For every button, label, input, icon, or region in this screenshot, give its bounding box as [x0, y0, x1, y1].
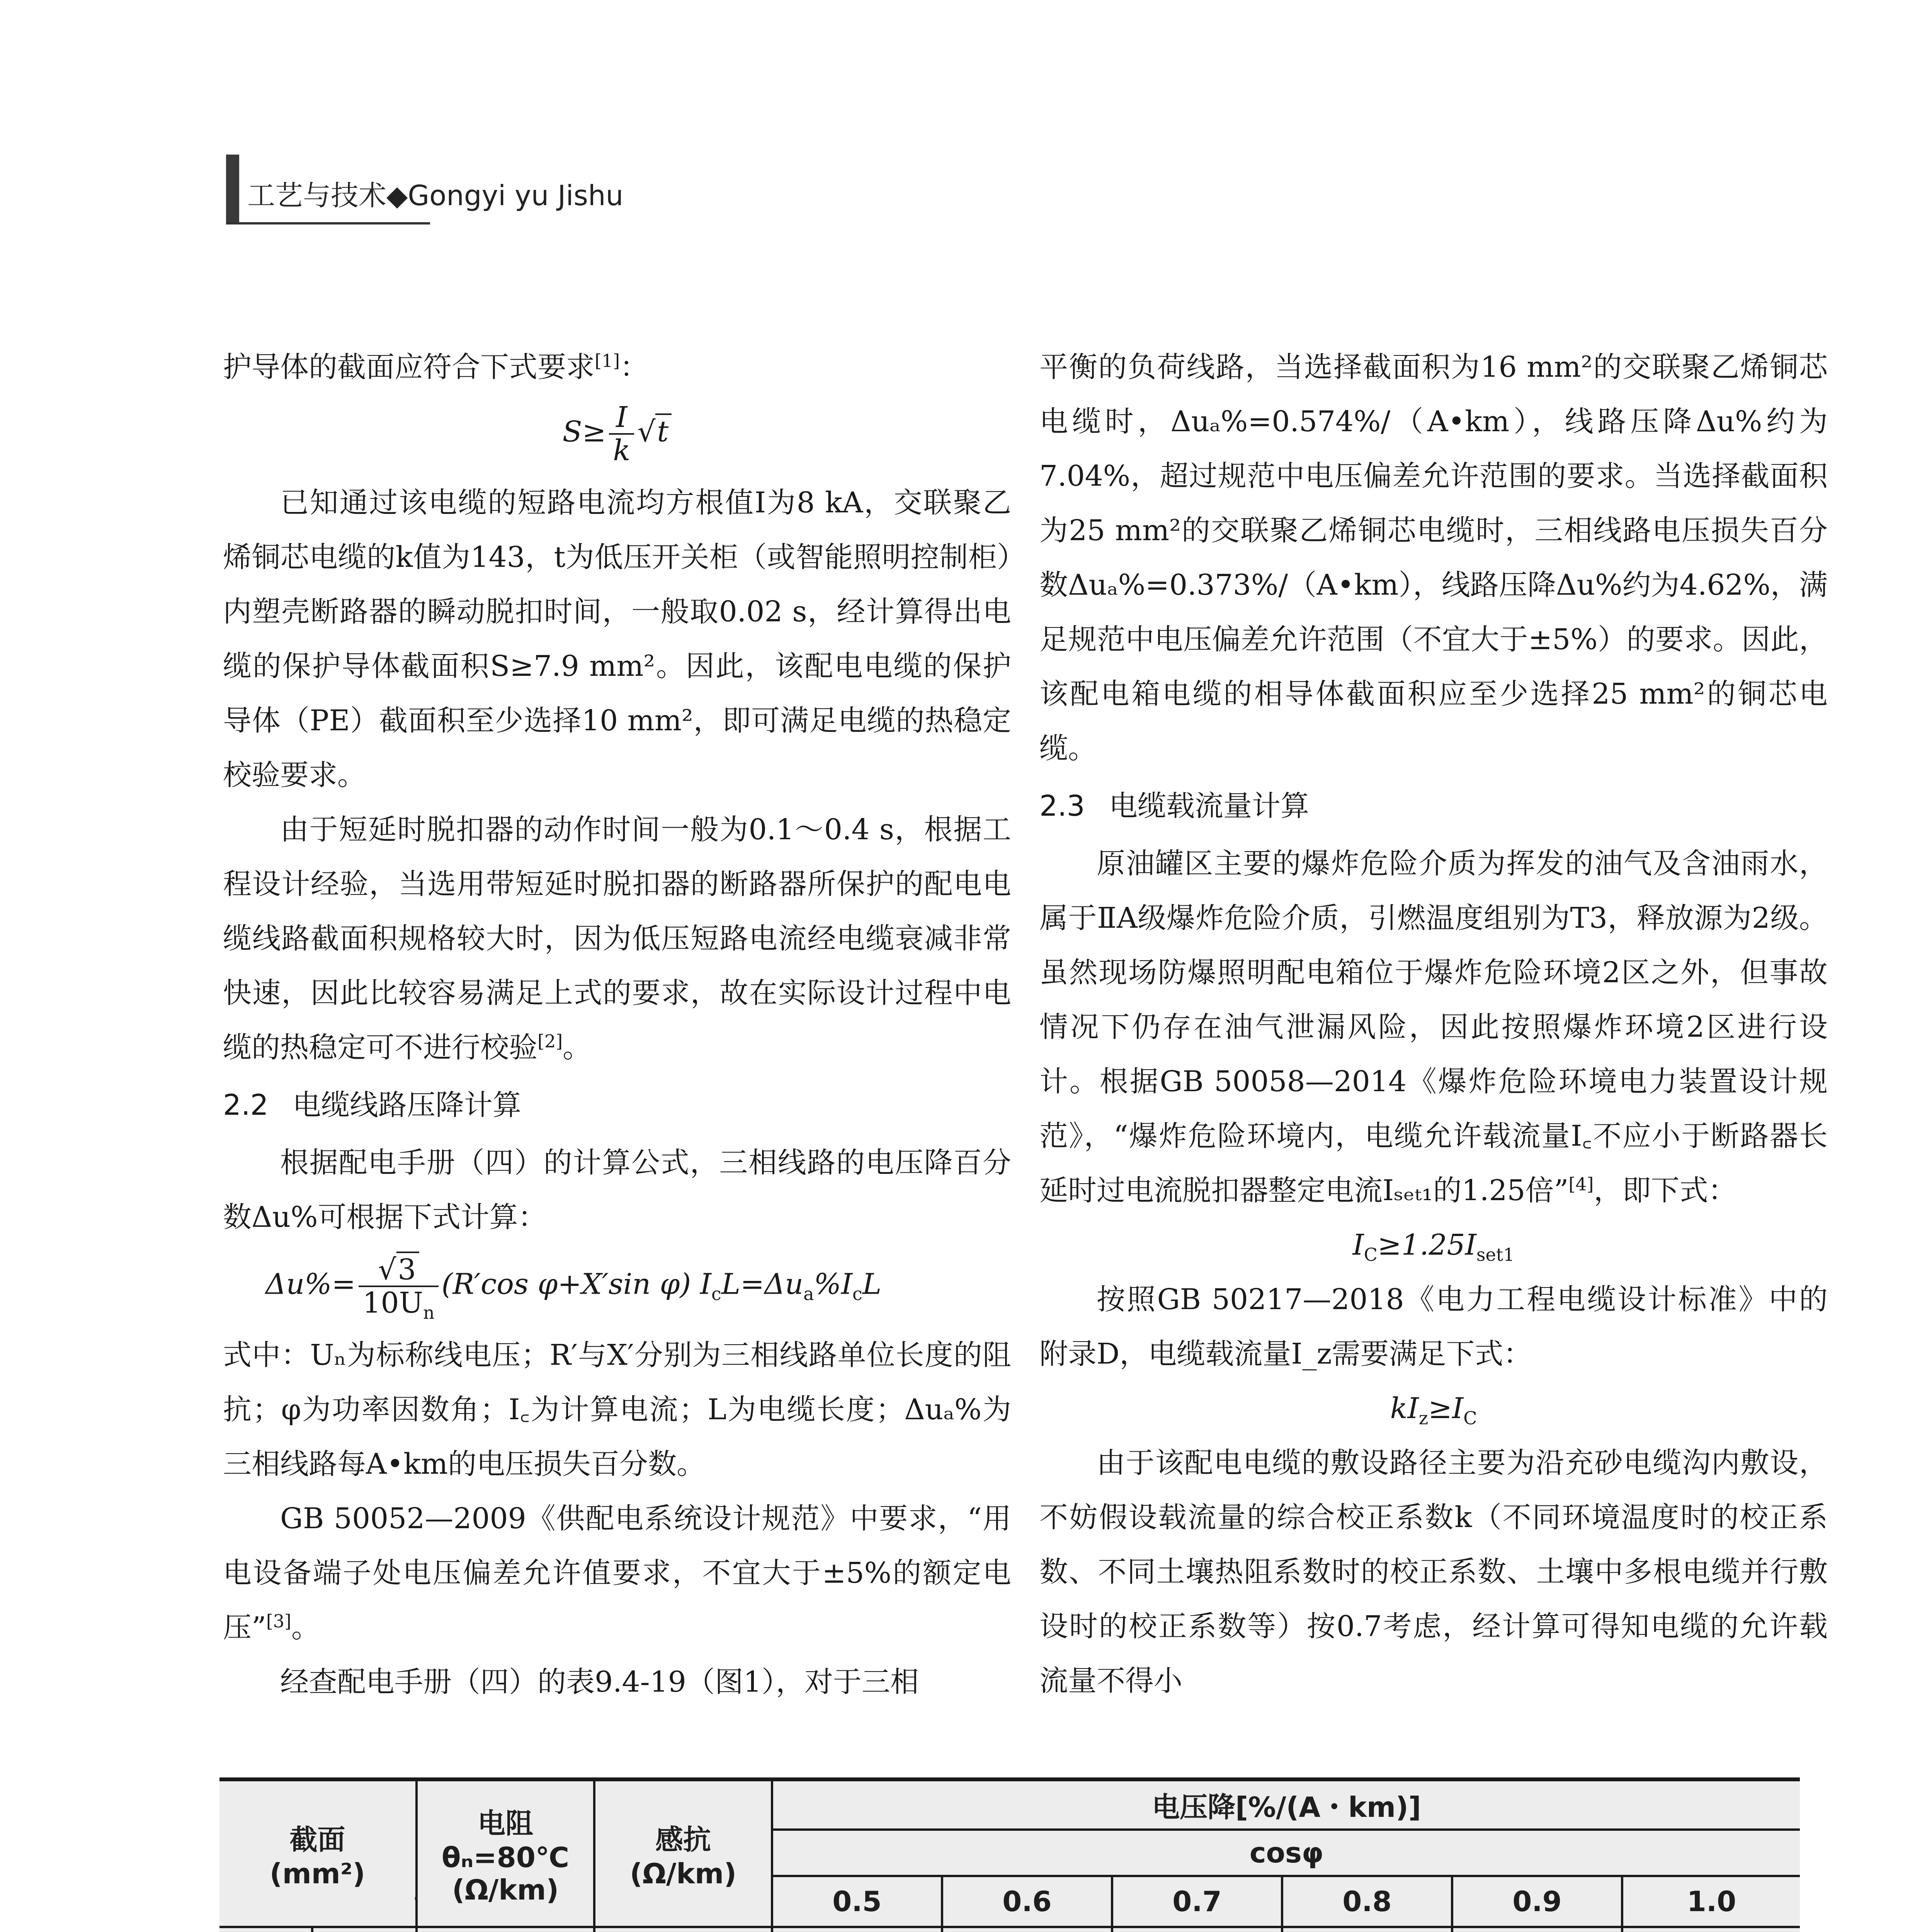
section-heading-2-3: 2.3 电缆载流量计算: [1039, 789, 1309, 823]
cell-vdrop: [942, 1927, 1112, 1932]
cos-value: 0.6: [942, 1876, 1112, 1927]
formula-ampacity: $kI_z\ge I_C$: [1390, 1392, 1477, 1429]
cos-value: 0.8: [1282, 1876, 1452, 1927]
cell-section: [312, 1927, 417, 1932]
header-cosphi: cosφ: [772, 1830, 1800, 1876]
paragraph: 已知通过该电缆的短路电流均方根值I为8 kA，交联聚乙烯铜芯电缆的k值为143，t为低压开关柜（或智能照明控制柜）内塑壳断路器的瞬动脱扣时间，一般取0.02 s，经计算得出电缆的保护导体截面积S≥7.9 mm²。因此，该配电电缆的保护导体（PE）截面积至少选择10 mm²，即可满足电缆的热稳定校验要求。: [223, 486, 1011, 792]
cell-vdrop: [1112, 1927, 1282, 1932]
cell-resistance: [417, 1927, 594, 1932]
paragraph: 式中：Uₙ为标称线电压；R′与X′分别为三相线路单位长度的阻抗；φ为功率因数角；I꜀为计算电流；L为电缆长度；Δuₐ%为三相线路每A•km的电压损失百分数。: [223, 1338, 1011, 1481]
header-reactance: 感抗 (Ω/km): [594, 1779, 772, 1927]
paragraph: 根据配电手册（四）的计算公式，三相线路的电压降百分数Δu%可根据下式计算：: [223, 1146, 1011, 1234]
header-rule: [226, 222, 430, 224]
material-cell: [219, 1927, 312, 1932]
cos-value: 0.5: [772, 1876, 942, 1927]
cos-value: 1.0: [1622, 1876, 1800, 1927]
formula-protective-conductor: S≥ $\frac{I}{k}$ √t: [223, 401, 1011, 466]
paragraph: GB 50052—2009《供配电系统设计规范》中要求，“用电设备端子处电压偏差允许值要求，不宜大于±5%的额定电压”[3]。: [223, 1502, 1011, 1644]
table-row: [219, 1927, 1800, 1932]
header-voltage-drop: 电压降[%/(A・km)]: [772, 1779, 1800, 1830]
paragraph: 经查配电手册（四）的表9.4-19（图1），对于三相: [280, 1665, 919, 1699]
cell-vdrop: [1452, 1927, 1622, 1932]
cell-vdrop: [1622, 1927, 1800, 1932]
paragraph: 由于短延时脱扣器的动作时间一般为0.1～0.4 s，根据工程设计经验，当选用带短延时脱扣器的断路器所保护的配电电缆线路截面积规格较大时，因为低压短路电流经电缆衰减非常快速，因此比较容易满足上式的要求，故在实际设计过程中电缆的热稳定可不进行校验[2]。: [223, 813, 1011, 1064]
paragraph: 护导体的截面应符合下式要求[1]：: [223, 350, 649, 384]
header-bar: [226, 155, 239, 222]
section-heading-2-2: 2.2 电缆线路压降计算: [223, 1088, 521, 1122]
left-column: [223, 340, 1011, 1709]
voltage-drop-table: [219, 1777, 1800, 1932]
paragraph: 按照GB 50217—2018《电力工程电缆设计标准》中的附录D，电缆载流量I_z需要满足下式：: [1039, 1283, 1828, 1371]
cos-value: 0.9: [1452, 1876, 1622, 1927]
cell-vdrop: [1282, 1927, 1452, 1932]
paragraph: 平衡的负荷线路，当选择截面积为16 mm²的交联聚乙烯铜芯电缆时，Δuₐ%=0.574%/（A•km），线路压降Δu%约为7.04%，超过规范中电压偏差允许范围的要求。当选择截面积为25 mm²的交联聚乙烯铜芯电缆时，三相线路电压损失百分数Δuₐ%=0.373%/（A•km），线路压降Δu%约为4.62%，满足规范中电压偏差允许范围（不宜大于±5%）的要求。因此，该配电箱电缆的相导体截面积应至少选择25 mm²的铜芯电缆。: [1039, 350, 1828, 765]
formula-voltage-drop: Δu%= $\frac{√3}{10U_n}$ (R′cos φ+X′sin φ) $I_cL=\Delta u_a\%I_cL$: [223, 1254, 1011, 1319]
right-column: [1039, 340, 1828, 1708]
section-header: 工艺与技术◆Gongyi yu Jishu: [247, 179, 624, 212]
paragraph: 原油罐区主要的爆炸危险介质为挥发的油气及含油雨水，属于ⅡA级爆炸危险介质，引燃温度组别为T3，释放源为2级。虽然现场防爆照明配电箱位于爆炸危险环境2区之外，但事故情况下仍存在油气泄漏风险，因此按照爆炸环境2区进行设计。根据GB 50058—2014《爆炸危险环境电力装置设计规范》，“爆炸危险环境内，电缆允许载流量I꜀不应小于断路器长延时过电流脱扣器整定电流Iₛₑₜ₁的1.25倍”[4]，即下式：: [1039, 847, 1828, 1207]
cell-vdrop: [772, 1927, 942, 1932]
header-resistance: 电阻 θₙ=80℃ (Ω/km): [417, 1779, 594, 1927]
cell-reactance: [594, 1927, 772, 1932]
formula-current: $I_C\ge 1.25I_{set1}$: [1352, 1228, 1515, 1265]
cos-value: 0.7: [1112, 1876, 1282, 1927]
paragraph: 由于该配电电缆的敷设路径主要为沿充砂电缆沟内敷设，不妨假设载流量的综合校正系数k（不同环境温度时的校正系数、不同土壤热阻系数时的校正系数、土壤中多根电缆并行敷设时的校正系数等）按0.7考虑，经计算可得知电缆的允许载流量不得小: [1039, 1446, 1828, 1697]
header-section: 截面 (mm²) .: [219, 1779, 417, 1927]
